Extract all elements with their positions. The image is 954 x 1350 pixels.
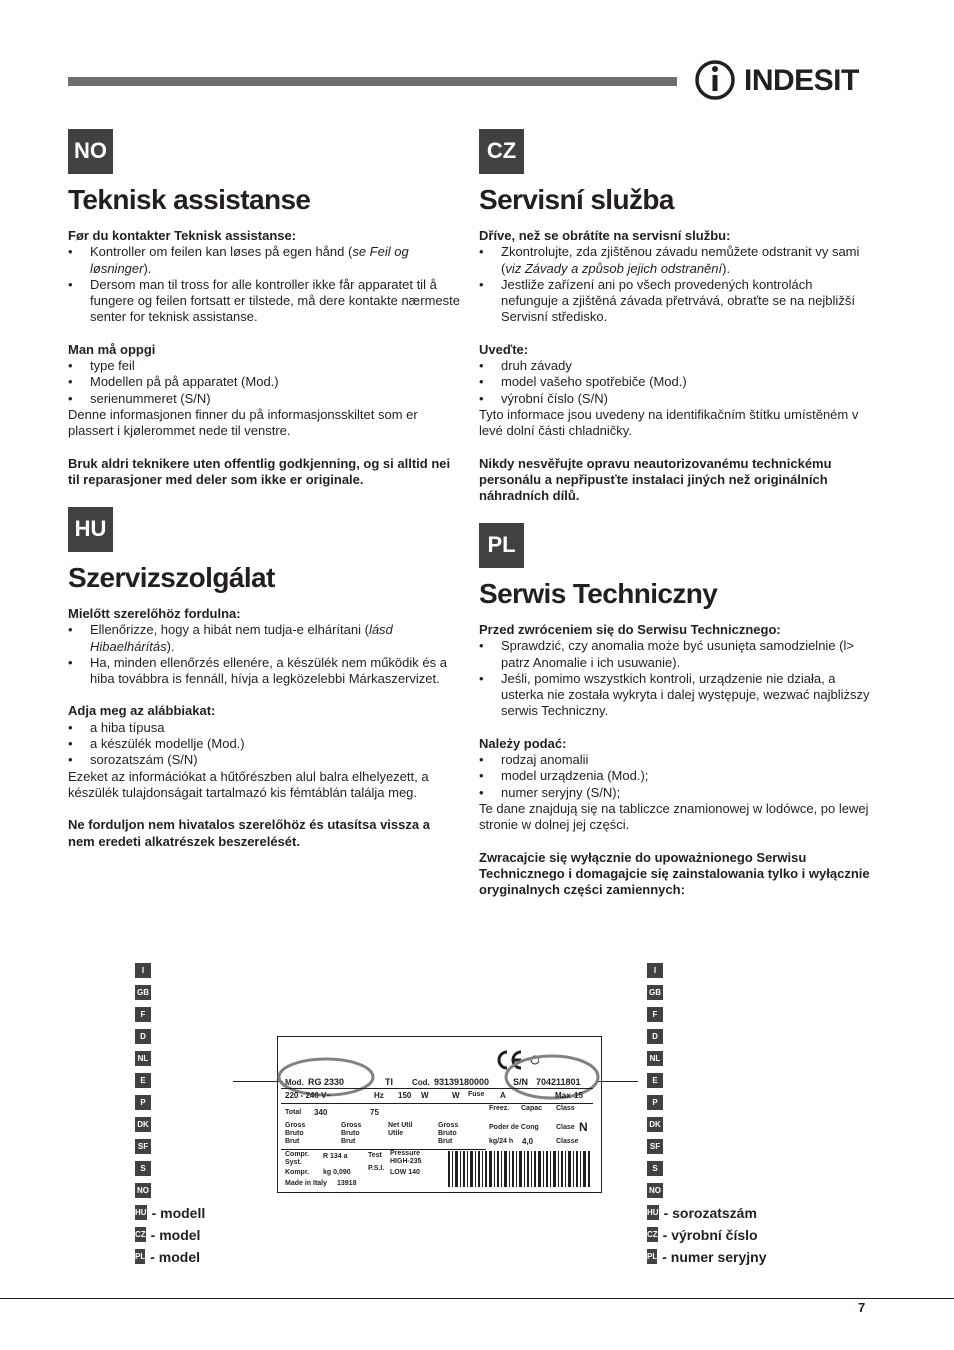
flag-row (647, 1204, 757, 1221)
flag-badge: PL (135, 1249, 145, 1264)
plate-gross2: Gross Bruto Brut (341, 1122, 362, 1145)
flag-row (135, 1248, 201, 1265)
plate-w2: W (452, 1091, 460, 1100)
plate-low: LOW 140 (390, 1169, 420, 1176)
list-item: • rodzaj anomalii (479, 752, 871, 768)
plate-mod-label: Mod. (285, 1078, 304, 1087)
plate-class: Class (556, 1105, 575, 1112)
plate-ti: TI (385, 1077, 393, 1087)
flag-row (647, 1226, 758, 1243)
plate-kompr: Kompr. (285, 1169, 310, 1176)
flag-badge: HU (647, 1205, 659, 1220)
provide-heading: Man må oppgi (68, 341, 156, 357)
before-list (68, 622, 460, 687)
plate-classe: Classe (556, 1138, 579, 1145)
plate-capac: Capac (521, 1105, 543, 1112)
lang-badge-no: NO (68, 129, 113, 174)
flag-badge: CZ (135, 1227, 146, 1242)
plate-net: Net Util Utile (388, 1122, 413, 1137)
flag-label: - model (150, 1248, 201, 1265)
lang-badge-cz: CZ (479, 129, 524, 174)
plate-mod-value: RG 2330 (308, 1077, 345, 1087)
flag-badge: E (647, 1073, 663, 1088)
flag-badge: S (135, 1161, 151, 1176)
rating-plate (277, 1036, 602, 1193)
page-number: 7 (858, 1300, 866, 1315)
plate-pressure: Pressure HIGH-235 (390, 1150, 422, 1165)
flag-row (135, 1226, 201, 1243)
info-text: Tyto informace jsou uvedeny na identifikačním štítku umístěném v levé dolní části chladničky. (479, 406, 859, 439)
warning-text: Ne forduljon nem hivatalos szerelőhöz és utasítsa vissza a nem eredeti alkatrészek beszerelését. (68, 817, 430, 849)
before-list (68, 244, 460, 325)
section-title: Szervizszolgálat (68, 562, 275, 593)
list-item: • numer seryjny (S/N); (479, 785, 871, 801)
flag-badge: SF (647, 1139, 663, 1154)
brand-name: INDESIT (744, 64, 859, 97)
plate-freez: Freez. (489, 1105, 510, 1112)
plate-made-val: 13918 (337, 1180, 357, 1187)
flag-label: - model (150, 1226, 201, 1243)
plate-kg-val: kg 0,090 (323, 1169, 351, 1176)
pointer-line-right (596, 1081, 638, 1082)
plate-voltage: 220 - 240 V~ (285, 1091, 332, 1100)
list-item: • Kontroller om feilen kan løses på egen hånd (se Feil og løsninger). (68, 244, 460, 277)
plate-max: Max (555, 1091, 571, 1100)
info-text: Ezeket az információkat a hűtőrészben alul balra elhelyezett, a készülék tulajdonságait tartalmazó kis fémtáblán találja meg. (68, 768, 429, 800)
provide-list (479, 752, 871, 801)
plate-total-val: 340 (314, 1108, 328, 1117)
plate-sn-value: 704211801 (536, 1077, 581, 1087)
provide-list (479, 358, 871, 407)
provide-heading: Uveďte: (479, 341, 529, 357)
flag-badge: F (647, 1007, 663, 1022)
list-item: • type feil (68, 358, 460, 374)
list-item: • druh závady (479, 358, 871, 374)
section-hu (68, 507, 460, 850)
flag-badge: D (647, 1029, 663, 1044)
list-item: • výrobní číslo (S/N) (479, 391, 871, 407)
header-bar (68, 77, 677, 86)
section-pl (479, 523, 871, 898)
flag-badge: D (135, 1029, 151, 1044)
plate-w1: W (421, 1091, 429, 1100)
list-item: • Sprawdzić, czy anomalia może być usunięta samodzielnie (l> patrz Anomalie i ich usuwanie). (479, 638, 871, 671)
section-cz (479, 129, 871, 504)
plate-gross1: Gross Bruto Brut (285, 1122, 306, 1145)
before-heading: Mielőtt szerelőhöz fordulna: (68, 606, 241, 621)
before-heading: Dříve, než se obrátíte na servisní službu: (479, 228, 731, 243)
info-text: Te dane znajdują się na tabliczce znamionowej w lodówce, po lewej stronie w dolnej jej części. (479, 800, 869, 833)
plate-made: Made in Italy (285, 1180, 328, 1187)
flag-badge: CZ (647, 1227, 658, 1242)
lang-badge-pl: PL (479, 523, 524, 568)
flag-badge: NL (647, 1051, 663, 1066)
before-list (479, 638, 871, 719)
flag-badge: NO (135, 1183, 151, 1198)
before-list (479, 244, 871, 325)
flag-badge: E (135, 1073, 151, 1088)
section-no (68, 129, 460, 488)
plate-sn-label: S/N (513, 1077, 529, 1087)
plate-r-val: R 134 a (323, 1153, 348, 1160)
plate-clase: Clase (556, 1124, 575, 1131)
section-title: Teknisk assistanse (68, 184, 311, 215)
list-item: • model urządzenia (Mod.); (479, 768, 871, 784)
plate-cod-value: 93139180000 (434, 1077, 490, 1087)
flag-label: - výrobní číslo (662, 1226, 758, 1243)
list-item: • a hiba típusa (68, 720, 460, 736)
footer-rule (0, 1298, 954, 1299)
plate-test: Test (368, 1152, 382, 1159)
flag-badge: P (135, 1095, 151, 1110)
plate-total-val2: 75 (370, 1108, 379, 1117)
list-item: • serienummeret (S/N) (68, 391, 460, 407)
plate-rule (281, 1088, 593, 1089)
flag-badge: DK (135, 1117, 151, 1132)
before-heading: Przed zwróceniem się do Serwisu Technicznego: (479, 622, 781, 637)
plate-rule (281, 1149, 486, 1150)
section-title: Serwis Techniczny (479, 578, 718, 609)
brand-i-icon (694, 58, 736, 100)
flag-badge: P (647, 1095, 663, 1110)
flag-badge: NL (135, 1051, 151, 1066)
flag-badge: GB (647, 985, 663, 1000)
list-item: • Jeśli, pomimo wszystkich kontroli, urządzenie nie działa, a usterka nie została wykryta i dalej występuje, wezwać najbliższy serwis Techniczny. (479, 671, 871, 720)
plate-watt: 150 (398, 1091, 412, 1100)
provide-heading: Adja meg az alábbiakat: (68, 703, 216, 719)
flag-badge: S (647, 1161, 663, 1176)
plate-rule (281, 1103, 593, 1104)
flag-badge: GB (135, 985, 151, 1000)
flag-badge: HU (135, 1205, 147, 1220)
flag-label: - modell (151, 1204, 206, 1221)
flags-left (135, 963, 206, 1271)
section-title: Servisní služba (479, 184, 674, 215)
flag-badge: PL (647, 1249, 657, 1264)
provide-heading: Należy podać: (479, 735, 567, 751)
plate-gross3: Gross Bruto Brut (438, 1122, 459, 1145)
plate-cod-label: Cod. (412, 1078, 430, 1087)
flag-badge: NO (647, 1183, 663, 1198)
list-item: • Jestliže zařízení ani po všech provedených kontrolách nefunguje a zjištěná závada přetrvává, obraťte se na nejbližší Servisní středisko. (479, 277, 871, 326)
plate-total: Total (285, 1109, 302, 1116)
list-item: • sorozatszám (S/N) (68, 752, 460, 768)
list-item: • Dersom man til tross for alle kontroller ikke får apparatet til å fungere og feilen fortsatt er tilstede, må dere kontakte nærmeste senter for teknisk assistanse. (68, 277, 460, 326)
list-item: • Modellen på på apparatet (Mod.) (68, 374, 460, 390)
list-item: • model vašeho spotřebiče (Mod.) (479, 374, 871, 390)
before-heading: Før du kontakter Teknisk assistanse: (68, 228, 297, 243)
plate-a: A (500, 1091, 506, 1100)
flag-row (135, 1204, 206, 1221)
flag-badge: I (135, 963, 151, 978)
flag-label: - sorozatszám (663, 1204, 757, 1221)
plate-hz: Hz (374, 1091, 384, 1100)
plate-kg24-val: 4,0 (522, 1137, 534, 1146)
info-text: Denne informasjonen finner du på informasjonsskiltet som er plassert i kjølerommet nede til venstre. (68, 406, 418, 439)
plate-max-val: 15 (574, 1091, 583, 1100)
list-item: • Zkontrolujte, zda zjištěnou závadu nemůžete odstranit vy sami (viz Závady a způsob jejich odstranění). (479, 244, 871, 277)
plate-kg24: kg/24 h (489, 1138, 514, 1145)
plate-compr: Compr. Syst. (285, 1151, 310, 1166)
plate-poder: Poder de Cong (489, 1124, 539, 1131)
indesit-logo (694, 58, 870, 106)
flag-label: - numer seryjny (662, 1248, 767, 1265)
list-item: • Ha, minden ellenőrzés ellenére, a készülék nem működik és a hiba továbbra is fennáll, hívja a legközelebbi Márkaszervizet. (68, 655, 460, 688)
plate-fuse: Fuse (468, 1091, 485, 1098)
warning-text: Zwracajcie się wyłącznie do upoważnionego Serwisu Technicznego i domagajcie się zainstalowania tylko i wyłącznie oryginalnych części zamiennych: (479, 849, 870, 898)
barcode-icon (448, 1151, 593, 1187)
flag-badge: F (135, 1007, 151, 1022)
list-item: • a készülék modellje (Mod.) (68, 736, 460, 752)
flags-right (647, 963, 767, 1271)
lang-badge-hu: HU (68, 507, 113, 552)
plate-clase-val: N (579, 1120, 588, 1134)
flag-badge: I (647, 963, 663, 978)
plate-psi: P.S.I. (368, 1165, 385, 1172)
list-item: • Ellenőrizze, hogy a hibát nem tudja-e elhárítani (lásd Hibaelhárítás). (68, 622, 460, 655)
warning-text: Bruk aldri teknikere uten offentlig godkjenning, og si alltid nei til reparasjoner med deler som ikke er originale. (68, 455, 451, 487)
provide-list (68, 720, 460, 769)
flag-badge: SF (135, 1139, 151, 1154)
warning-text: Nikdy nesvěřujte opravu neautorizovanému technickému personálu a nepřipusťte instalaci jiných než originálních náhradních dílů. (479, 455, 832, 504)
provide-list (68, 358, 460, 407)
flag-badge: DK (647, 1117, 663, 1132)
flag-row (647, 1248, 767, 1265)
